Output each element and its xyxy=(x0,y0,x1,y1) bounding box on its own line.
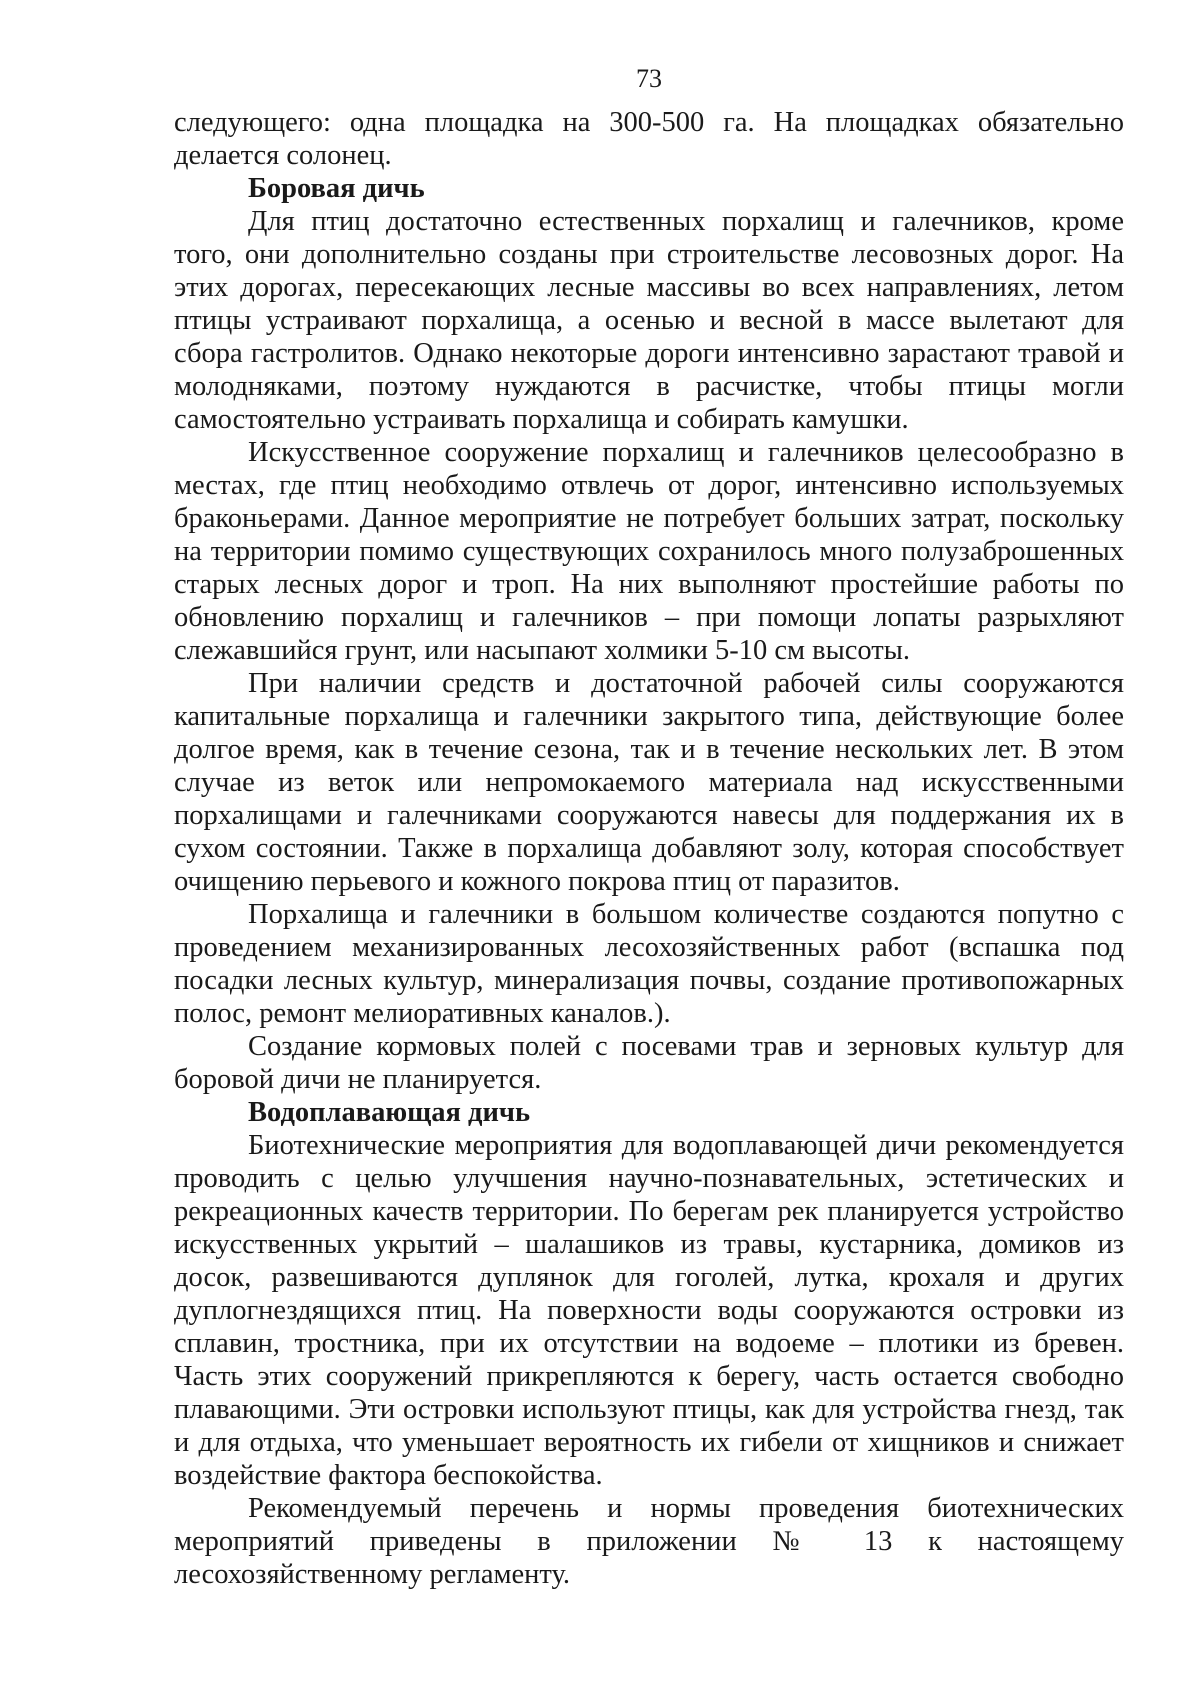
section-heading-borovaya-dich: Боровая дичь xyxy=(248,173,425,204)
paragraph: Для птиц достаточно естественных порхалищ и галечников, кроме того, они дополнительно созданы при строительстве лесовозных дорог. На этих дорогах, пересекающих лесные массивы во всех направлениях, летом птицы устраивают порхалища, а осенью и весной в массе вылетают для сбора гастролитов. Однако некоторые дороги интенсивно зарастают травой и молодняками, поэтому нуждаются в расчистке, чтобы птицы могли самостоятельно устраивать порхалища и собирать камушки. xyxy=(174,206,1124,435)
paragraph: Биотехнические мероприятия для водоплавающей дичи рекомендуется проводить с целью улучшения научно-познавательных, эстетических и рекреационных качеств территории. По берегам рек планируется устройство искусственных укрытий – шалашиков из травы, кустарника, домиков из досок, развешиваются дуплянок для гоголей, лутка, крохаля и других дуплогнездящихся птиц. На поверхности воды сооружаются островки из сплавин, тростника, при их отсутствии на водоеме – плотики из бревен. Часть этих сооружений прикрепляются к берегу, часть остается свободно плавающими. Эти островки используют птицы, как для устройства гнезд, так и для отдыха, что уменьшает вероятность их гибели от хищников и снижает воздействие фактора беспокойства. xyxy=(174,1130,1124,1491)
paragraph: При наличии средств и достаточной рабочей силы сооружаются капитальные порхалища и галечники закрытого типа, действующие более долгое время, как в течение сезона, так и в течение нескольких лет. В этом случае из веток или непромокаемого материала над искусственными порхалищами и галечниками сооружаются навесы для поддержания их в сухом состоянии. Также в порхалища добавляют золу, которая способствует очищению перьевого и кожного покрова птиц от паразитов. xyxy=(174,668,1124,897)
paragraph-continuation: следующего: одна площадка на 300-500 га. На площадках обязательно делается солонец. xyxy=(174,107,1124,171)
paragraph: Порхалища и галечники в большом количестве создаются попутно с проведением механизированных лесохозяйственных работ (вспашка под посадки лесных культур, минерализация почвы, создание противопожарных полос, ремонт мелиоративных каналов.). xyxy=(174,899,1124,1029)
paragraph: Создание кормовых полей с посевами трав и зерновых культур для боровой дичи не планируется. xyxy=(174,1031,1124,1095)
document-page xyxy=(174,66,1124,1591)
paragraph: Рекомендуемый перечень и нормы проведения биотехнических мероприятий приведены в приложении № 13 к настоящему лесохозяйственному регламенту. xyxy=(174,1493,1124,1590)
page-number: 73 xyxy=(636,64,662,93)
paragraph: Искусственное сооружение порхалищ и галечников целесообразно в местах, где птиц необходимо отвлечь от дорог, интенсивно используемых браконьерами. Данное мероприятие не потребует больших затрат, поскольку на территории помимо существующих сохранилось много полузаброшенных старых лесных дорог и троп. На них выполняют простейшие работы по обновлению порхалищ и галечников – при помощи лопаты разрыхляют слежавшийся грунт, или насыпают холмики 5-10 см высоты. xyxy=(174,437,1124,666)
section-heading-vodoplavayushchaya-dich: Водоплавающая дичь xyxy=(248,1097,531,1128)
document-body xyxy=(174,106,1124,1591)
